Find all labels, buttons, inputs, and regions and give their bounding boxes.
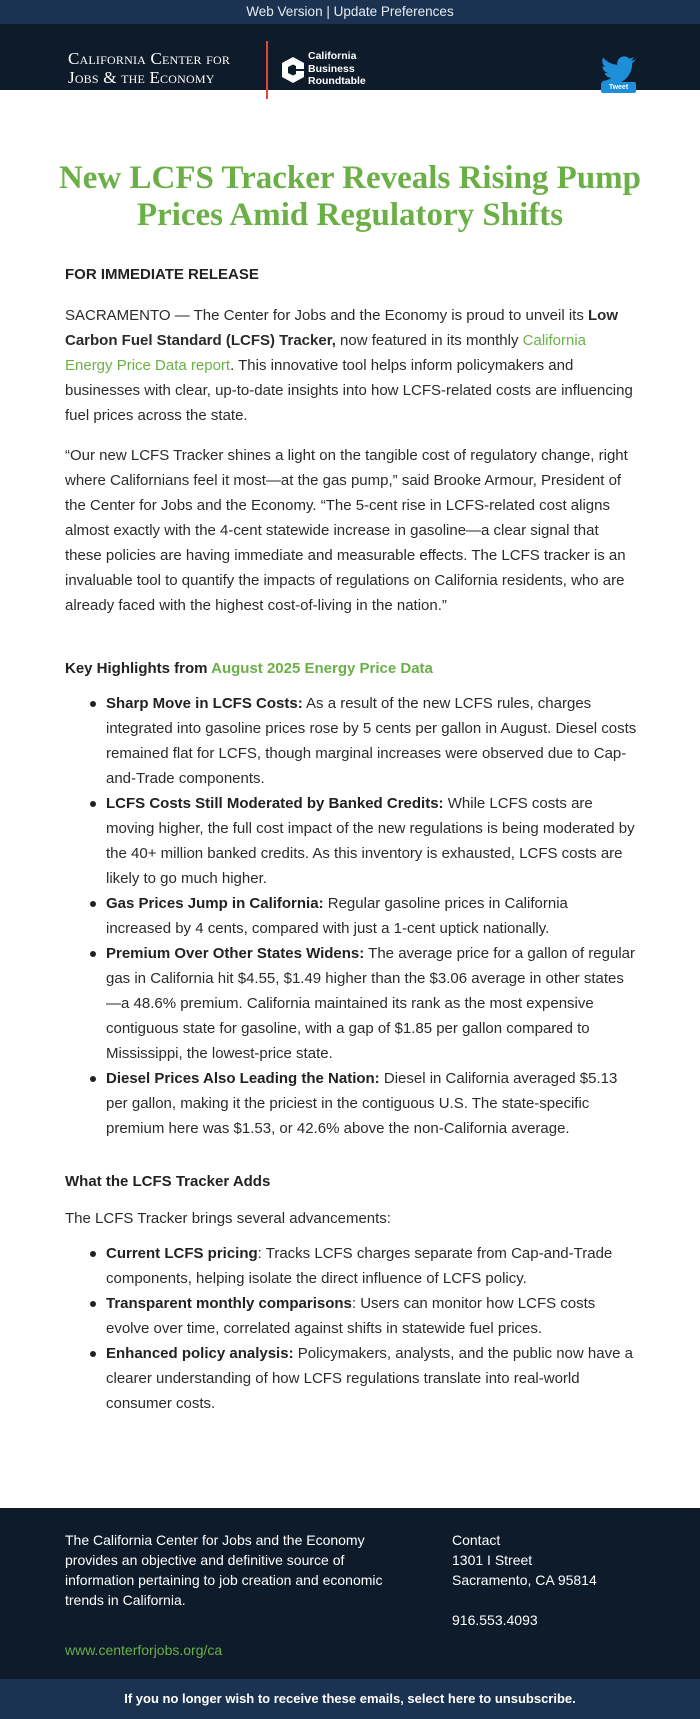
list-item-heading: Diesel Prices Also Leading the Nation: (106, 1070, 380, 1087)
intro-part1: SACRAMENTO — The Center for Jobs and the Economy is proud to unveil its (65, 307, 589, 324)
cbr-logo[interactable] (278, 48, 398, 92)
list-item-heading: Transparent monthly comparisons (106, 1295, 352, 1312)
tweet-button[interactable]: Tweet (601, 82, 636, 93)
highlights-title (65, 656, 637, 681)
list-item-text: While LCFS costs are moving higher, the full cost impact of the new regulations is being moderated by the 40+ million banked credits. As this inventory is exhausted, LCFS costs are likely to go much higher. (106, 795, 635, 887)
list-item (90, 691, 637, 791)
intro-part3: . This innovative tool helps inform policymakers and businesses with clear, up-to-date insights into how LCFS-related costs are influencing fuel prices across the state. (65, 357, 633, 424)
address-line2: Sacramento, CA 95814 (452, 1572, 597, 1588)
list-item (90, 1341, 637, 1416)
cbr-line1: California (308, 50, 357, 62)
press-release-body (65, 262, 637, 1416)
unsubscribe-link[interactable]: If you no longer wish to receive these emails, select here to unsubscribe. (0, 1679, 700, 1719)
quote-paragraph: “Our new LCFS Tracker shines a light on the tangible cost of regulatory change, right where Californians feel it most—at the gas pump,” said Brooke Armour, President of the Center for Jobs and the Economy. “The 5-cent rise in LCFS-related cost aligns almost exactly with the 4-cent statewide increase in gasoline—a clear signal that these policies are having immediate and measurable effects. The LCFS tracker is an invaluable tool to quantify the impacts of regulations on California residents, who are already faced with the highest cost-of-living in the nation.” (65, 447, 628, 614)
contact-label: Contact (452, 1532, 501, 1548)
topbar-separator: | (326, 4, 330, 19)
headline: New LCFS Tracker Reveals Rising Pump Prices Amid Regulatory Shifts (58, 160, 642, 233)
ccje-logo-line1: California Center for (68, 49, 231, 68)
release-label: FOR IMMEDIATE RELEASE (65, 266, 259, 283)
tracker-list (90, 1241, 637, 1416)
website-link[interactable]: www.centerforjobs.org/ca (65, 1642, 223, 1658)
list-item (90, 891, 637, 941)
address-line1: 1301 I Street (452, 1552, 533, 1568)
highlights-title-prefix: Key Highlights from (65, 660, 212, 677)
intro-paragraph (65, 303, 637, 428)
web-version-link[interactable]: Web Version (246, 4, 323, 19)
list-item (90, 1241, 637, 1291)
list-item-text: Regular gasoline prices in California increased by 4 cents, compared with just a 1-cent uptick nationally. (106, 895, 568, 937)
list-item (90, 941, 637, 1066)
list-item (90, 1291, 637, 1341)
list-item-heading: LCFS Costs Still Moderated by Banked Credits: (106, 795, 444, 812)
cbr-logo-text (308, 50, 366, 88)
list-item-heading: Enhanced policy analysis: (106, 1345, 294, 1362)
august-energy-data-link[interactable]: August 2025 Energy Price Data (211, 660, 433, 677)
list-item-heading: Gas Prices Jump in California: (106, 895, 324, 912)
tracker-intro: The LCFS Tracker brings several advancements: (65, 1210, 391, 1227)
intro-bold: Low Carbon Fuel Standard (LCFS) Tracker, (65, 307, 619, 349)
tracker-title: What the LCFS Tracker Adds (65, 1173, 271, 1190)
logo-divider (266, 41, 268, 99)
list-item-text: The average price for a gallon of regular gas in California hit $4.55, $1.49 higher than the $3.06 average in other states—a 48.6% premium. California maintained its rank as the most expensive contiguous state for gasoline, with a gap of $1.85 per gallon compared to Mississippi, the lowest-price state. (106, 945, 635, 1062)
energy-price-report-link[interactable]: California Energy Price Data report (65, 332, 587, 374)
highlights-list (90, 691, 637, 1141)
cbr-line3: Roundtable (308, 75, 366, 87)
list-item-text: As a result of the new LCFS rules, charges integrated into gasoline prices rose by 5 cents per gallon in August. Diesel costs remained flat for LCFS, though marginal increases were observed due to Cap-and-Trade components. (106, 695, 637, 787)
list-item-text: Policymakers, analysts, and the public now have a clearer understanding of how LCFS regulations translate into real-world consumer costs. (106, 1345, 633, 1412)
list-item-text: Diesel in California averaged $5.13 per gallon, making it the priciest in the contiguous U.S. The state-specific premium here was $1.53, or 42.6% above the non-California average. (106, 1070, 618, 1137)
ccje-logo[interactable] (68, 49, 230, 87)
intro-part2: now featured in its monthly (335, 332, 523, 349)
list-item (90, 791, 637, 891)
ccje-logo-line2: Jobs & the Economy (68, 68, 215, 87)
list-item-heading: Premium Over Other States Widens: (106, 945, 365, 962)
footer-contact (452, 1530, 597, 1630)
list-item-text: : Users can monitor how LCFS costs evolve over time, correlated against shifts in statewide fuel prices. (106, 1295, 596, 1337)
footer-about: The California Center for Jobs and the Economy provides an objective and definitive source of information pertaining to job creation and economic trends in California. (65, 1532, 383, 1608)
phone-number[interactable]: 916.553.4093 (452, 1612, 538, 1628)
update-preferences-link[interactable]: Update Preferences (333, 4, 454, 19)
cbr-line2: Business (308, 62, 355, 75)
footer (0, 1508, 700, 1679)
list-item-text: : Tracks LCFS charges separate from Cap-and-Trade components, helping isolate the direct influence of LCFS policy. (106, 1245, 613, 1287)
list-item (90, 1066, 637, 1141)
list-item-heading: Current LCFS pricing (106, 1245, 258, 1262)
list-item-heading: Sharp Move in LCFS Costs: (106, 695, 303, 712)
cbr-mark-icon (280, 55, 306, 85)
top-bar (0, 0, 700, 24)
email-header (0, 24, 700, 90)
